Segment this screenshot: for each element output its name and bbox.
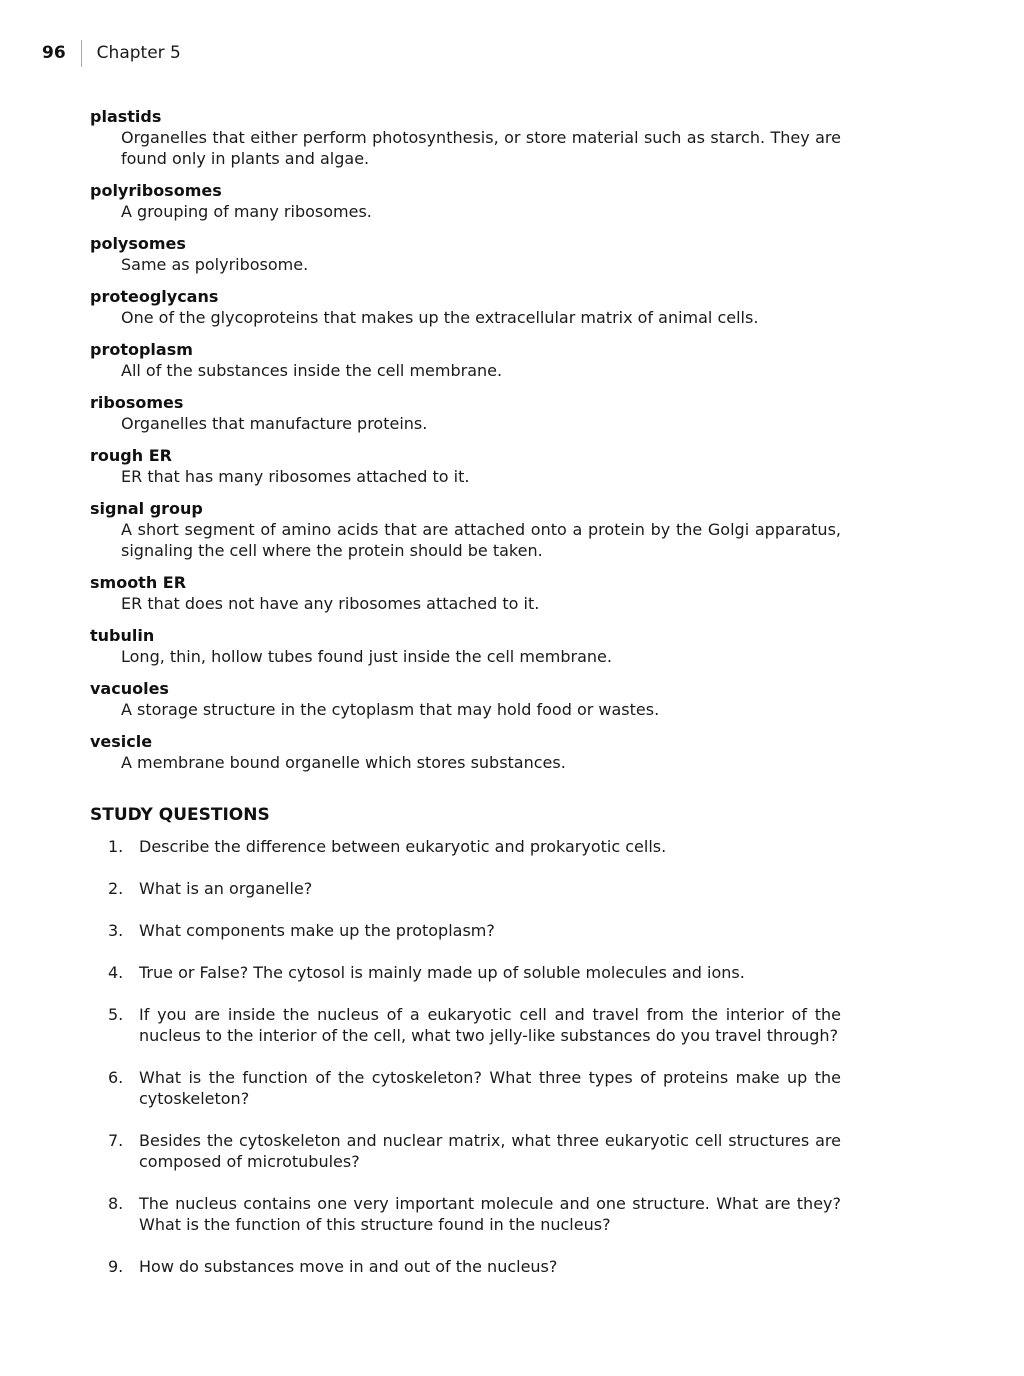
question-text: True or False? The cytosol is mainly made up of soluble molecules and ions. bbox=[139, 963, 745, 982]
glossary-term: rough ER bbox=[90, 446, 172, 465]
glossary-term: tubulin bbox=[90, 626, 155, 645]
glossary-term: vacuoles bbox=[90, 679, 169, 698]
glossary-entry bbox=[90, 233, 841, 275]
question-item bbox=[108, 1130, 841, 1172]
glossary-definition: Organelles that either perform photosynthesis, or store material such as starch. They are found only in plants and algae. bbox=[121, 128, 841, 168]
glossary-section bbox=[90, 106, 841, 773]
glossary-definition: Same as polyribosome. bbox=[121, 255, 309, 274]
question-number: 2. bbox=[108, 879, 124, 898]
glossary-entry bbox=[90, 572, 841, 614]
question-item bbox=[108, 836, 841, 857]
glossary-entry bbox=[90, 392, 841, 434]
question-number: 9. bbox=[108, 1257, 124, 1276]
glossary-entry bbox=[90, 498, 841, 561]
chapter-title: Chapter 5 bbox=[96, 43, 181, 63]
question-text: What is an organelle? bbox=[139, 879, 313, 898]
question-item bbox=[108, 920, 841, 941]
glossary-entry bbox=[90, 625, 841, 667]
glossary-definition: Long, thin, hollow tubes found just inside the cell membrane. bbox=[121, 647, 612, 666]
running-header bbox=[42, 40, 1024, 67]
question-item bbox=[108, 1004, 841, 1046]
glossary-entry bbox=[90, 286, 841, 328]
glossary-entry bbox=[90, 731, 841, 773]
question-number: 4. bbox=[108, 963, 124, 982]
question-item bbox=[108, 1067, 841, 1109]
glossary-definition: A short segment of amino acids that are attached onto a protein by the Golgi apparatus, signaling the cell where the protein should be taken. bbox=[121, 520, 841, 560]
glossary-definition: A membrane bound organelle which stores substances. bbox=[121, 753, 566, 772]
glossary-definition: A storage structure in the cytoplasm that may hold food or wastes. bbox=[121, 700, 660, 719]
glossary-term: signal group bbox=[90, 499, 203, 518]
glossary-entry bbox=[90, 106, 841, 169]
page-content bbox=[90, 106, 841, 1277]
question-number: 6. bbox=[108, 1068, 124, 1087]
question-text: The nucleus contains one very important molecule and one structure. What are they? What is the function of this structure found in the nucleus? bbox=[139, 1194, 841, 1234]
glossary-term: polysomes bbox=[90, 234, 186, 253]
glossary-term: protoplasm bbox=[90, 340, 193, 359]
glossary-definition: A grouping of many ribosomes. bbox=[121, 202, 372, 221]
glossary-term: plastids bbox=[90, 107, 162, 126]
question-item bbox=[108, 1256, 841, 1277]
glossary-entry bbox=[90, 678, 841, 720]
glossary-definition: Organelles that manufacture proteins. bbox=[121, 414, 428, 433]
glossary-entry bbox=[90, 180, 841, 222]
question-number: 1. bbox=[108, 837, 124, 856]
question-item bbox=[108, 962, 841, 983]
glossary-term: proteoglycans bbox=[90, 287, 219, 306]
question-item bbox=[108, 1193, 841, 1235]
glossary-term: smooth ER bbox=[90, 573, 187, 592]
glossary-definition: ER that does not have any ribosomes attached to it. bbox=[121, 594, 540, 613]
question-text: If you are inside the nucleus of a eukaryotic cell and travel from the interior of the nucleus to the interior of the cell, what two jelly-like substances do you travel through? bbox=[139, 1005, 841, 1045]
question-text: Besides the cytoskeleton and nuclear matrix, what three eukaryotic cell structures are composed of microtubules? bbox=[139, 1131, 841, 1171]
glossary-definition: All of the substances inside the cell membrane. bbox=[121, 361, 503, 380]
glossary-definition: ER that has many ribosomes attached to it. bbox=[121, 467, 470, 486]
question-text: Describe the difference between eukaryotic and prokaryotic cells. bbox=[139, 837, 667, 856]
question-item bbox=[108, 878, 841, 899]
study-questions-heading: STUDY QUESTIONS bbox=[90, 805, 270, 825]
glossary-entry bbox=[90, 339, 841, 381]
glossary-term: ribosomes bbox=[90, 393, 184, 412]
header-divider bbox=[81, 40, 82, 67]
glossary-term: vesicle bbox=[90, 732, 153, 751]
question-text: What is the function of the cytoskeleton? What three types of proteins make up the cytoskeleton? bbox=[139, 1068, 841, 1108]
glossary-term: polyribosomes bbox=[90, 181, 222, 200]
question-number: 8. bbox=[108, 1194, 124, 1213]
question-number: 7. bbox=[108, 1131, 124, 1150]
page-number: 96 bbox=[42, 43, 66, 63]
question-text: What components make up the protoplasm? bbox=[139, 921, 495, 940]
glossary-definition: One of the glycoproteins that makes up the extracellular matrix of animal cells. bbox=[121, 308, 759, 327]
question-number: 3. bbox=[108, 921, 124, 940]
question-text: How do substances move in and out of the nucleus? bbox=[139, 1257, 558, 1276]
study-questions-section bbox=[90, 805, 841, 1277]
glossary-entry bbox=[90, 445, 841, 487]
question-number: 5. bbox=[108, 1005, 124, 1024]
